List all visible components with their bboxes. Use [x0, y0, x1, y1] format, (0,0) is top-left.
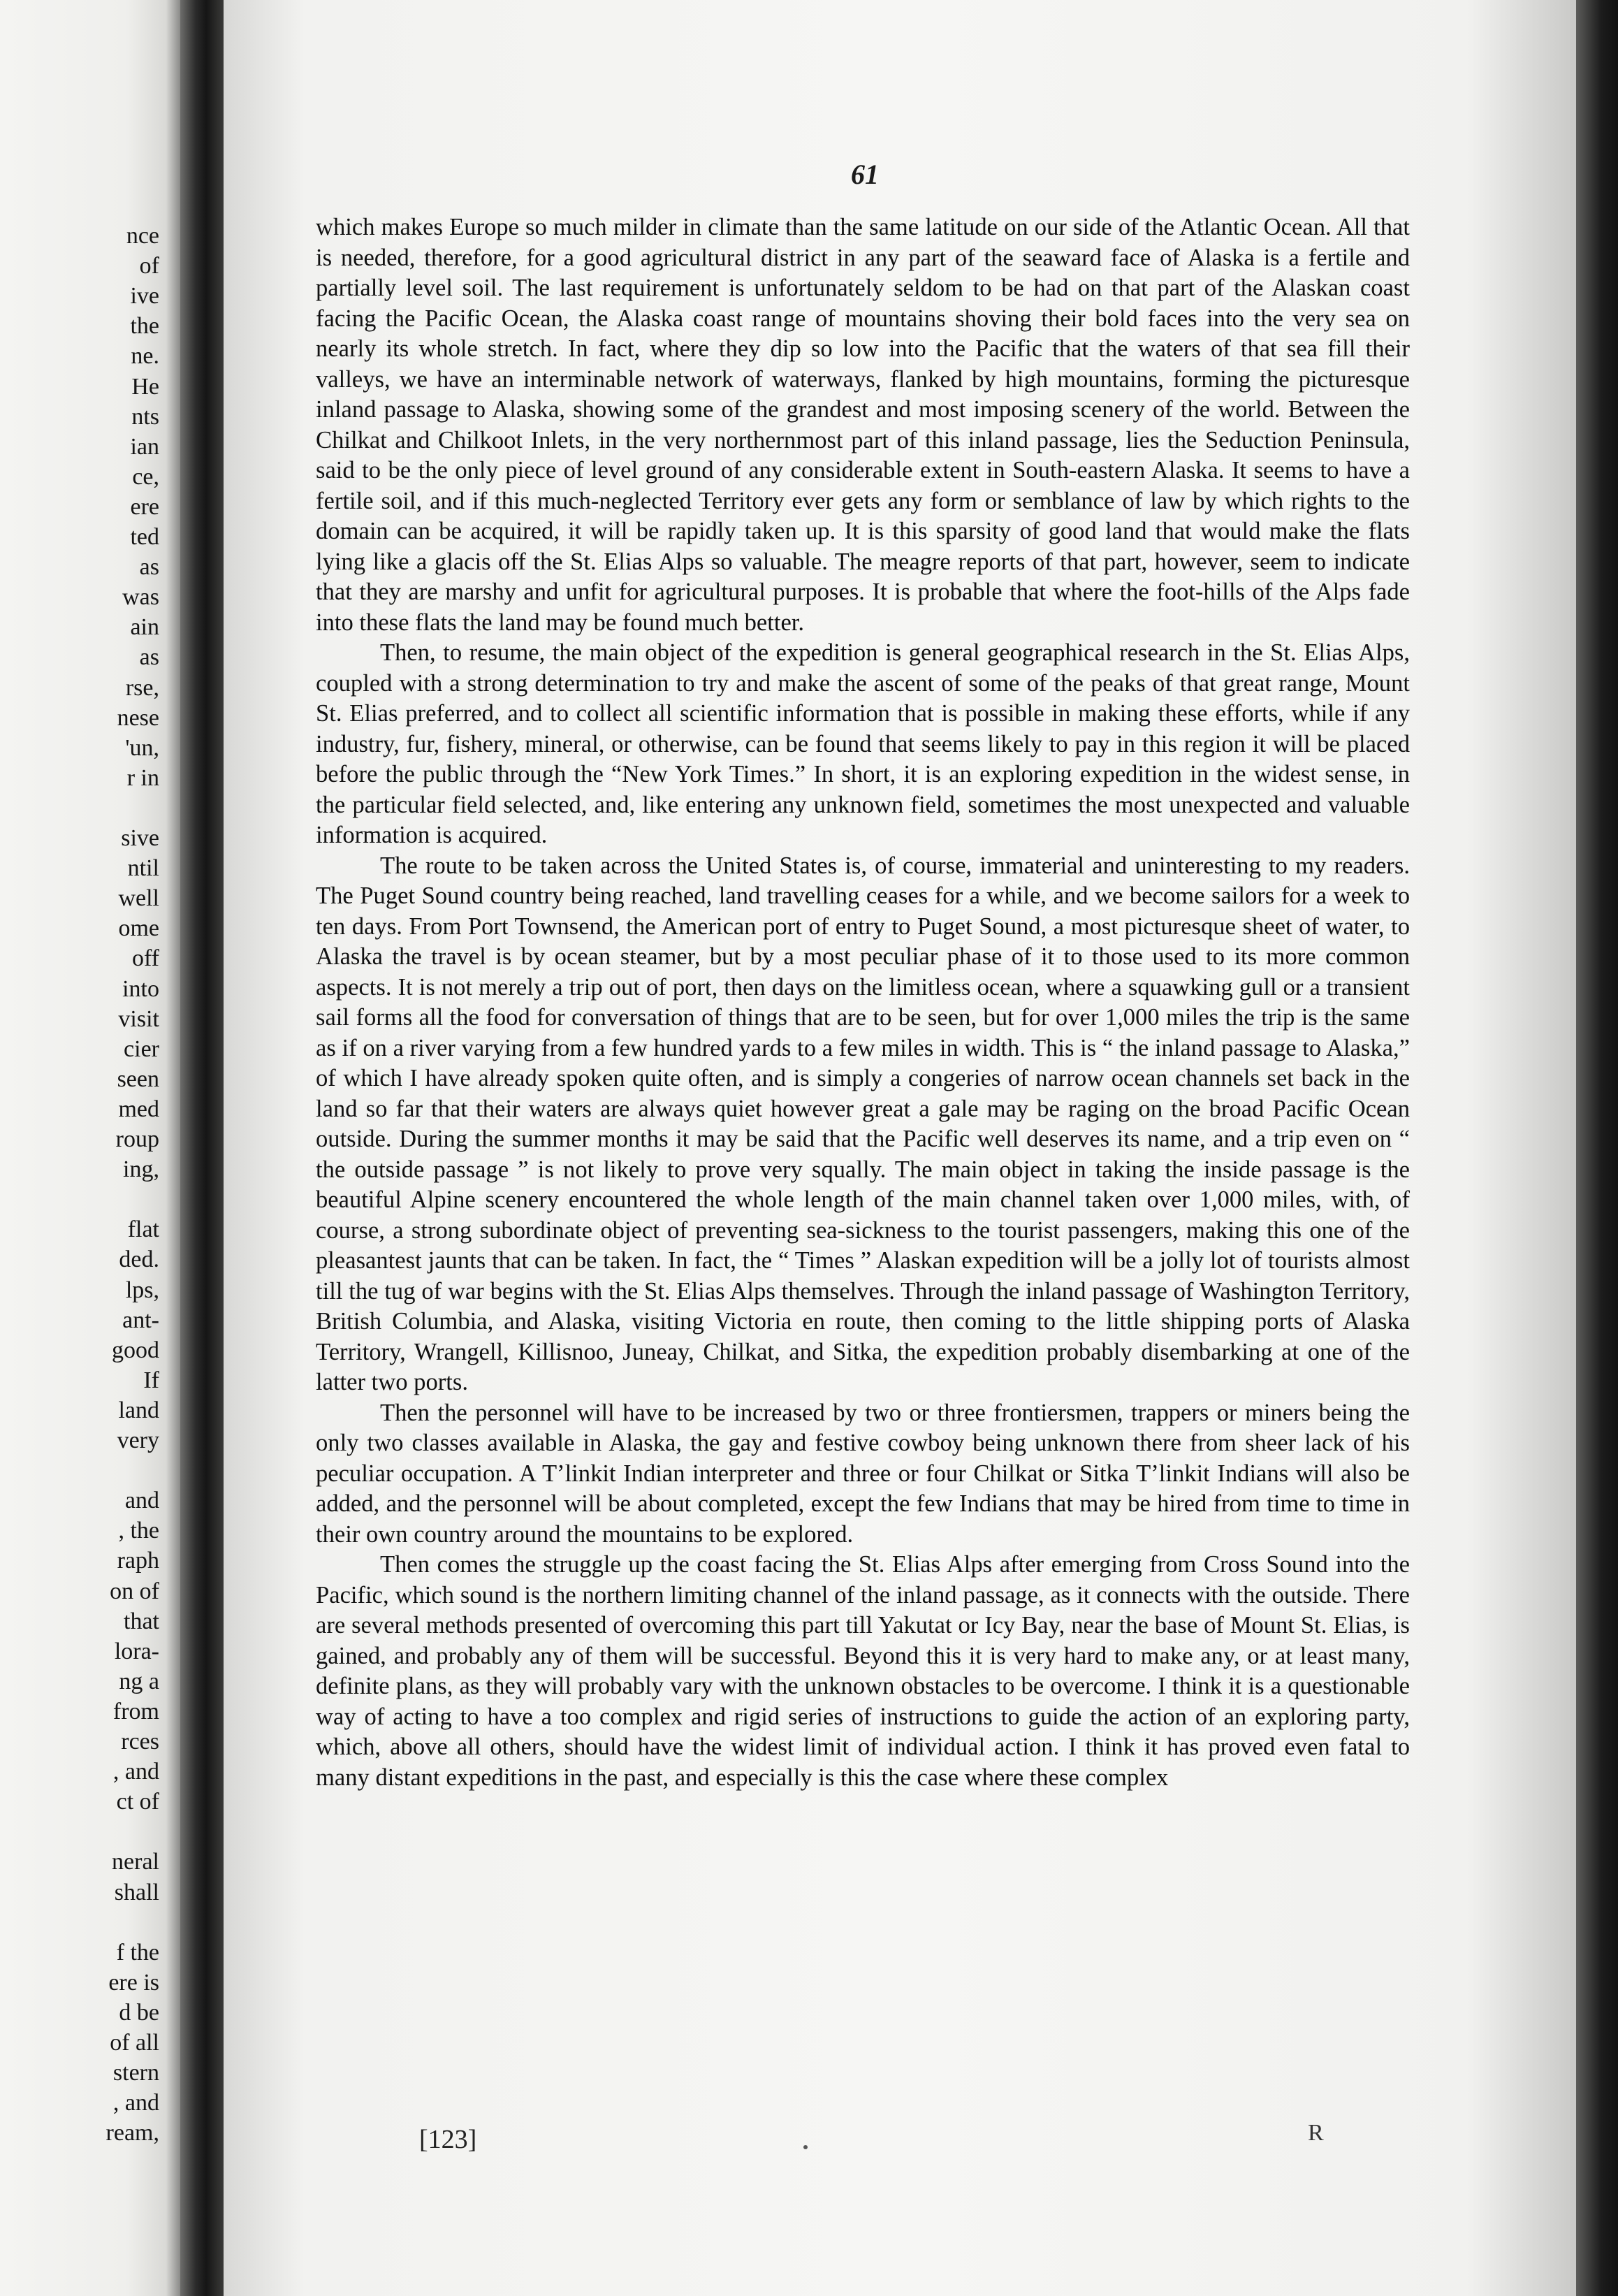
gathering-mark: R — [1308, 2120, 1324, 2146]
facing-page-fragment: lps, — [125, 1277, 159, 1303]
body-text — [316, 212, 1410, 1793]
facing-page-fragment: flat — [127, 1216, 159, 1243]
facing-page-fragment: very — [117, 1427, 159, 1453]
facing-page-fragment: lora- — [114, 1638, 159, 1664]
facing-page-fragment: sive — [121, 825, 159, 851]
facing-page-fragment: ne. — [131, 343, 159, 370]
facing-page-fragment: stern — [112, 2060, 159, 2086]
facing-page-fragment: land — [118, 1397, 159, 1423]
facing-page-fragment: good — [112, 1337, 159, 1363]
facing-page-fragment: of all — [110, 2030, 159, 2056]
facing-page-fragment: ere — [130, 493, 159, 520]
page-right-edge — [1576, 0, 1618, 2296]
facing-page-fragment: shall — [114, 1879, 159, 1905]
facing-page-fragment: ded. — [119, 1247, 159, 1273]
facing-page-fragment: ant- — [122, 1307, 159, 1333]
facing-page-fragment: ng a — [119, 1668, 159, 1694]
facing-page-fragment: roup — [115, 1126, 159, 1152]
ink-speck — [803, 2145, 808, 2149]
facing-page-fragment: as — [139, 644, 159, 671]
paragraph: The route to be taken across the United States is, of course, immaterial and uninteresting to my readers. The Puget Sound country being reached, land travelling ceases for a while, and we become sailors for a week to ten days. From Port Townsend, the American port of entry to Puget Sound, a most picturesque sheet of water, to Alaska the travel is by ocean steamer, but by a most peculiar phase of it to those used to its more common aspects. It is not merely a trip out of port, then days on the limitless ocean, where a squawking gull or a transient sail forms all the food for conversation of things that are to be seen, but for over 1,000 miles the trip is the same as if on a river varying from a few hundred yards to a few miles in width. This is “ the inland passage to Alaska,” of which I have already spoken quite often, and is simply a congeries of narrow ocean channels set back in the land so far that their waters are always quiet however great a gale may be raging on the broad Pacific Ocean outside. During the summer months it may be said that the Pacific well deserves its name, and a trip even on “ the outside passage ” is not likely to prove very squally. The main object in taking the inside passage is the beautiful Alpine scenery encountered the whole length of the main channel taken over 1,000 miles, with, of course, a strong subordinate object of preventing sea-sickness to the tourist passengers, making this one of the pleasantest jaunts that can be taken. In fact, the “ Times ” Alaskan expedition will be a jolly lot of tourists almost till the tug of war begins with the St. Elias Alps themselves. Through the inland passage of Washington Territory, British Columbia, and Alaska, visiting Victoria en route, then coming to the little shipping ports of Alaska Territory, Wrangell, Killisnoo, Juneay, Chilkat, and Sitka, the expedition probably disembarking at one of the latter two ports. — [316, 852, 1410, 1395]
facing-page-fragment: , and — [112, 2090, 159, 2116]
facing-page-fragment: rces — [121, 1729, 159, 1754]
facing-page-edge — [0, 0, 180, 2296]
facing-page-fragment: ntil — [127, 855, 159, 882]
facing-page-fragment: nese — [117, 704, 159, 731]
facing-page-fragment: ing, — [123, 1156, 159, 1183]
facing-page-fragment: ome — [118, 915, 159, 942]
facing-page-fragment: 'un, — [125, 734, 159, 761]
facing-page-fragment: and — [124, 1488, 159, 1514]
facing-page-fragment: rse, — [125, 674, 159, 701]
facing-page-fragment: the — [130, 313, 159, 340]
facing-page-fragment: off — [131, 945, 159, 972]
facing-page-fragment: He — [131, 373, 159, 400]
facing-page-fragment: d be — [119, 1999, 159, 2026]
facing-page-fragment: ive — [130, 283, 159, 310]
facing-page-fragment: ted — [130, 524, 159, 550]
paragraph: Then, to resume, the main object of the expedition is general geographical research in the St. Elias Alps, coupled with a strong determination to try and make the ascent of some of the peaks of that great range, Mount St. Elias preferred, and to collect all scientific information that is possible in making these efforts, while if any industry, fur, fishery, mineral, or otherwise, can be found that seems likely to pay in this region it will be placed before the public through the “New York Times.” In short, it is an exploring expedition in the widest sense, in the particular field selected, and, like entering any unknown field, sometimes the most unexpected and valuable information is acquired. — [316, 639, 1410, 848]
facing-page-fragment: f the — [116, 1939, 159, 1966]
facing-page-fragment: well — [118, 885, 159, 912]
facing-page-fragment: that — [124, 1608, 159, 1634]
facing-page-fragment: ce, — [132, 463, 159, 490]
facing-page-fragment: If — [143, 1367, 159, 1393]
paragraph: Then comes the struggle up the coast facing the St. Elias Alps after emerging from Cross Sound into the Pacific, which sound is the northern limiting channel of the inland passage, as it connects with the outside. There are several methods presented of overcoming this part till Yakutat or Icy Bay, near the base of Mount St. Elias, is gained, and probably any of them will be successful. Beyond this it is very hard to make any, or at least many, definite plans, as they will probably vary with the unknown obstacles to be overcome. I think it is a questionable way of acting to have a too complex and rigid series of instructions to guide the action of an exploring party, which, above all others, should have the widest limit of individual action. I think it has proved even fatal to many distant expeditions in the past, and especially is this the case where these complex — [316, 1551, 1410, 1791]
facing-page-fragment: med — [118, 1096, 159, 1122]
page-number: 61 — [851, 159, 879, 190]
facing-page-fragment: from — [112, 1698, 159, 1724]
facing-page-fragment: nts — [131, 403, 159, 430]
facing-page-fragment: cier — [124, 1036, 159, 1062]
facing-page-fragment: was — [122, 584, 159, 611]
facing-page-fragment: , the — [118, 1518, 159, 1544]
paragraph: which makes Europe so much milder in climate than the same latitude on our side of the Atlantic Ocean. All that is needed, therefore, for a good agricultural district in any part of the seaward face of Alaska is a fertile and partially level soil. The last requirement is unfortunately seldom to be had on that part of the Alaskan coast facing the Pacific Ocean, the Alaska coast range of mountains shoving their bold faces into the very sea on nearly its whole stretch. In fact, where they dip so low into the Pacific that the waters of that sea fill their valleys, we have an interminable network of waterways, flanked by high mountains, forming the picturesque inland passage to Alaska, showing some of the grandest and most imposing scenery of the world. Between the Chilkat and Chilkoot Inlets, in the very northernmost part of this inland passage, lies the Seduction Peninsula, said to be the only piece of level ground of any considerable extent in South-eastern Alaska. It seems to have a fertile soil, and if this much-neglected Territory ever gets any form or semblance of law by which rights to the domain can be acquired, it will be rapidly taken up. It is this sparsity of good land that would make the flats lying like a glacis off the St. Elias Alps so valuable. The meagre reports of that part, however, seem to indicate that they are marshy and unfit for agricultural purposes. It is probable that where the foot-hills of the Alps fade into these flats the land may be found much better. — [316, 214, 1410, 636]
facing-page-fragment: r in — [126, 764, 159, 791]
paragraph: Then the personnel will have to be increased by two or three frontiersmen, trappers or miners being the only two classes available in Alaska, the gay and festive cowboy being unknown there from sheer lack of his peculiar occupation. A T’linkit Indian interpreter and three or four Chilkat or Sitka T’linkit Indians will also be added, and the personnel will be about completed, except the few Indians that may be hired from time to time in their own country around the mountains to be explored. — [316, 1399, 1410, 1548]
facing-page-fragment: as — [139, 554, 159, 581]
facing-page-fragment: visit — [118, 1005, 159, 1032]
facing-page-fragment: ian — [130, 433, 159, 460]
book-gutter — [180, 0, 224, 2296]
facing-page-fragment: seen — [117, 1066, 159, 1092]
facing-page-fragment: ain — [130, 614, 159, 641]
facing-page-fragment: ere is — [108, 1969, 159, 1996]
facing-page-fragment: , and — [112, 1759, 159, 1785]
facing-page-fragment: neral — [112, 1849, 159, 1875]
facing-page-fragment: on of — [110, 1578, 159, 1604]
facing-page-fragment: of — [139, 253, 159, 279]
facing-page-fragment: ream, — [105, 2120, 159, 2146]
facing-page-fragment: into — [122, 975, 159, 1002]
signature-mark: [123] — [419, 2125, 477, 2154]
facing-page-fragment: nce — [126, 223, 159, 249]
facing-page-fragment: ct of — [116, 1789, 159, 1815]
facing-page-fragment: raph — [117, 1548, 159, 1574]
